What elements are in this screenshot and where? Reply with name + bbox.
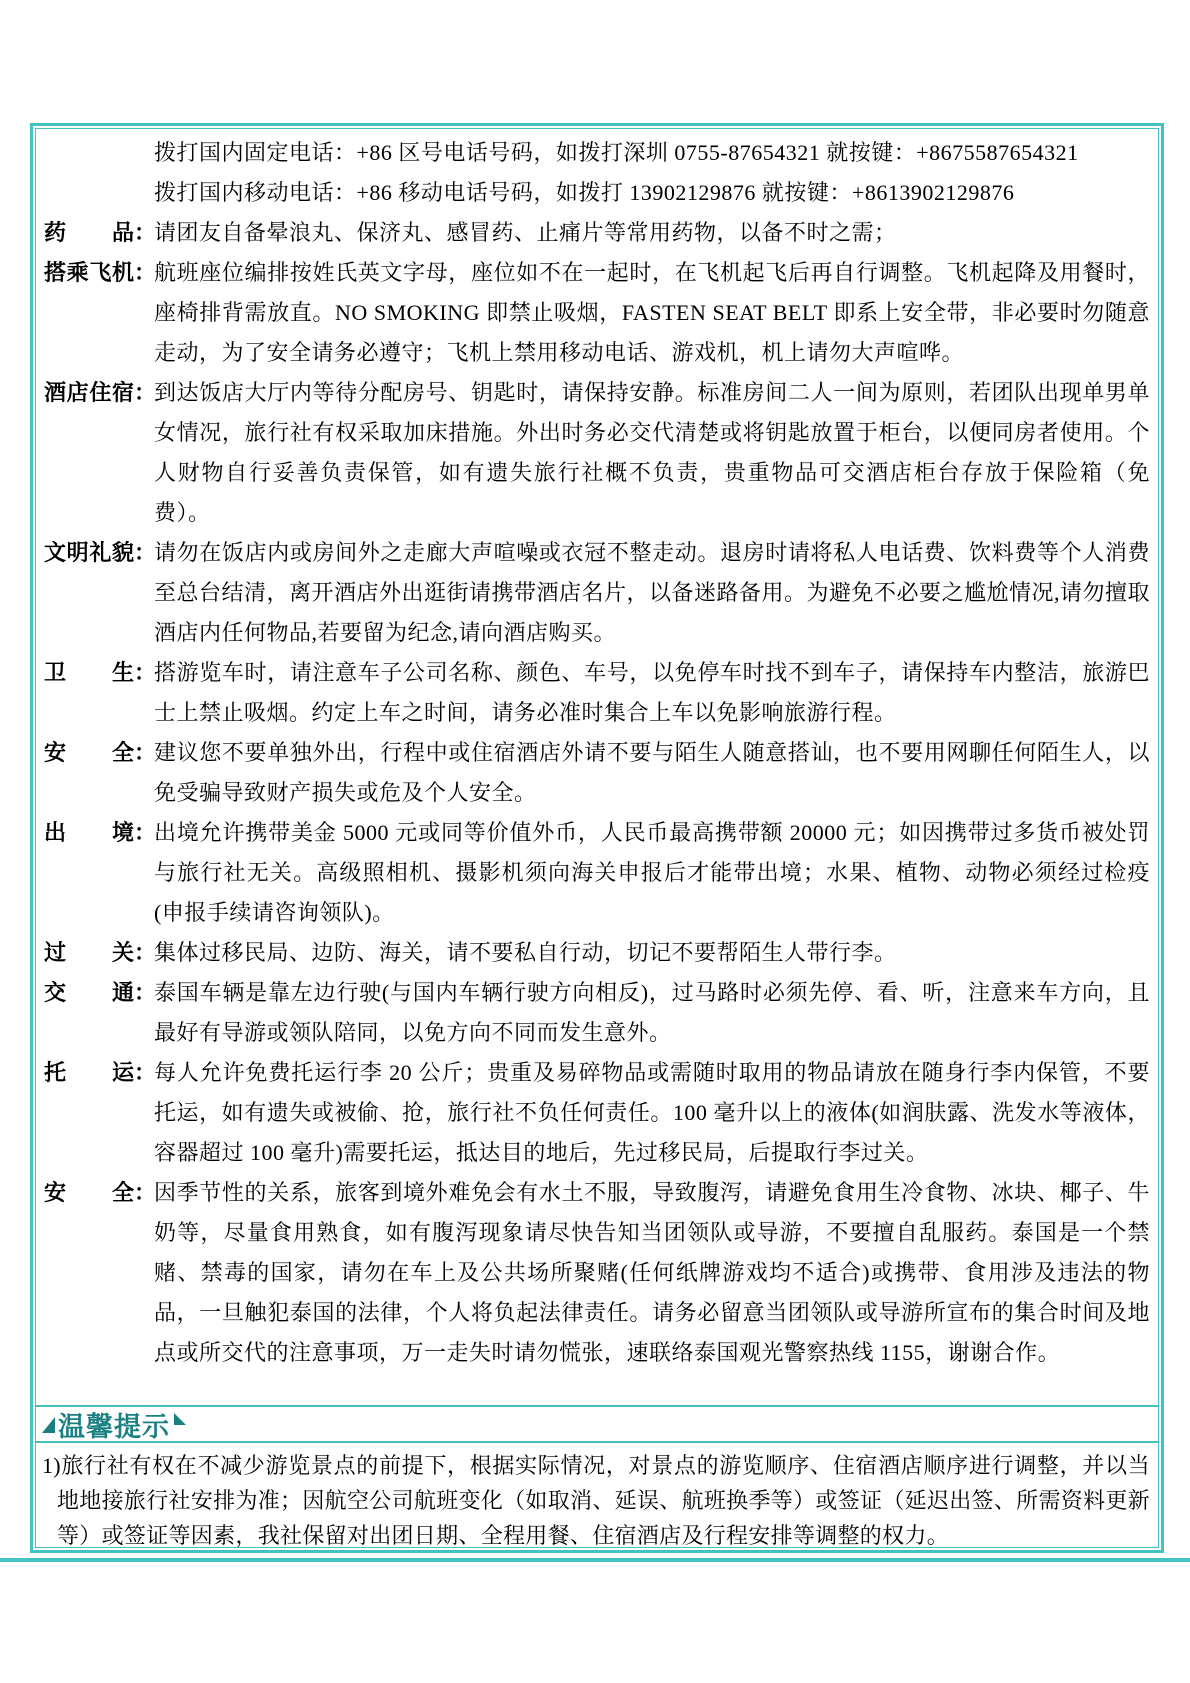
notice-section	[36, 129, 1158, 1405]
notice-box	[30, 123, 1164, 1553]
notice-text: 泰国车辆是靠左边行驶(与国内车辆行驶方向相反)，过马路时必须先停、看、听，注意来车方向，且最好有导游或领队陪同，以免方向不同而发生意外。	[154, 980, 1150, 1045]
notice-label: 安全：	[44, 1180, 157, 1205]
notice-label: 搭乘飞机：	[44, 260, 157, 285]
notice-label: 交通：	[44, 980, 157, 1005]
notice-text: 请勿在饭店内或房间外之走廊大声喧噪或衣冠不整走动。退房时请将私人电话费、饮料费等个人消费至总台结清，离开酒店外出逛街请携带酒店名片，以备迷路备用。为避免不必要之尴尬情况,请勿擅取酒店内任何物品,若要留为纪念,请向酒店购买。	[154, 540, 1151, 645]
notice-row	[42, 533, 1150, 653]
tips-body	[36, 1443, 1158, 1547]
notice-row	[42, 973, 1150, 1053]
notice-label: 过关：	[44, 940, 157, 965]
tip-item: 1)旅行社有权在不减少游览景点的前提下，根据实际情况，对景点的游览顺序、住宿酒店顺序进行调整，并以当地地接旅行社安排为准；因航空公司航班变化（如取消、延误、航班换季等）或签证（延迟出签、所需资料更新等）或签证等因素，我社保留对出团日期、全程用餐、住宿酒店及行程安排等调整的权力。	[42, 1453, 1150, 1547]
notice-row	[42, 1173, 1150, 1373]
notice-label: 安全：	[44, 740, 157, 765]
notice-text: 建议您不要单独外出，行程中或住宿酒店外请不要与陌生人随意搭讪，也不要用网聊任何陌生人，以免受骗导致财产损失或危及个人安全。	[154, 740, 1150, 805]
tips-header	[36, 1405, 1158, 1443]
notice-text: 因季节性的关系，旅客到境外难免会有水土不服，导致腹泻，请避免食用生冷食物、冰块、椰子、牛奶等，尽量食用熟食，如有腹泻现象请尽快告知当团领队或导游，不要擅自乱服药。泰国是一个禁赌、禁毒的国家，请勿在车上及公共场所聚赌(任何纸牌游戏均不适合)或携带、食用涉及违法的物品，一旦触犯泰国的法律，个人将负起法律责任。请务必留意当团领队或导游所宣布的集合时间及地点或所交代的注意事项，万一走失时请勿慌张，速联络泰国观光警察热线 1155，谢谢合作。	[154, 1180, 1150, 1365]
bottom-divider	[0, 1558, 1190, 1562]
notice-label: 酒店住宿：	[44, 380, 157, 405]
notice-row	[42, 933, 1150, 973]
notice-row	[42, 173, 1150, 213]
tips-title-text: 温馨提示	[58, 1411, 170, 1443]
notice-label: 卫生：	[44, 660, 157, 685]
notice-text: 航班座位编排按姓氏英文字母，座位如不在一起时，在飞机起飞后再自行调整。飞机起降及用餐时，座椅排背需放直。NO SMOKING 即禁止吸烟，FASTEN SEAT BELT 即系上安全带，非必要时勿随意走动，为了安全请务必遵守；飞机上禁用移动电话、游戏机，机上请勿大声喧哗。	[154, 260, 1150, 365]
notice-text: 拨打国内固定电话：+86 区号电话号码，如拨打深圳 0755-87654321 就按键：+8675587654321	[154, 140, 1079, 165]
notice-label: 托运：	[44, 1060, 157, 1085]
notice-label: 药品：	[44, 220, 157, 245]
triangle-right-icon	[174, 1413, 186, 1425]
notice-text: 到达饭店大厅内等待分配房号、钥匙时，请保持安静。标准房间二人一间为原则，若团队出现单男单女情况，旅行社有权采取加床措施。外出时务必交代清楚或将钥匙放置于柜台，以便同房者使用。个人财物自行妥善负责保管，如有遗失旅行社概不负责，贵重物品可交酒店柜台存放于保险箱（免费）。	[154, 380, 1150, 525]
notice-row	[42, 373, 1150, 533]
notice-text: 请团友自备晕浪丸、保济丸、感冒药、止痛片等常用药物，以备不时之需；	[154, 220, 897, 245]
notice-row	[42, 1053, 1150, 1173]
notice-text: 集体过移民局、边防、海关，请不要私自行动，切记不要帮陌生人带行李。	[154, 940, 897, 965]
notice-text: 出境允许携带美金 5000 元或同等价值外币，人民币最高携带额 20000 元；如因携带过多货币被处罚与旅行社无关。高级照相机、摄影机须向海关申报后才能带出境；水果、植物、动物必须经过检疫(申报手续请咨询领队)。	[154, 820, 1150, 925]
notice-row	[42, 213, 1150, 253]
notice-label: 出境：	[44, 820, 157, 845]
notice-row	[42, 133, 1150, 173]
triangle-left-icon	[42, 1417, 55, 1433]
notice-label: 文明礼貌：	[44, 540, 157, 565]
notice-row	[42, 733, 1150, 813]
notice-text: 每人允许免费托运行李 20 公斤；贵重及易碎物品或需随时取用的物品请放在随身行李内保管，不要托运，如有遗失或被偷、抢，旅行社不负任何责任。100 毫升以上的液体(如润肤露、洗发水等液体，容器超过 100 毫升)需要托运，抵达目的地后，先过移民局，后提取行李过关。	[154, 1060, 1150, 1165]
tips-title	[42, 1405, 186, 1444]
notice-row	[42, 253, 1150, 373]
notice-text: 拨打国内移动电话：+86 移动电话号码，如拨打 13902129876 就按键：+8613902129876	[154, 180, 1015, 205]
notice-row	[42, 813, 1150, 933]
notice-text: 搭游览车时，请注意车子公司名称、颜色、车号，以免停车时找不到车子，请保持车内整洁，旅游巴士上禁止吸烟。约定上车之时间，请务必准时集合上车以免影响旅游行程。	[154, 660, 1150, 725]
notice-row	[42, 653, 1150, 733]
